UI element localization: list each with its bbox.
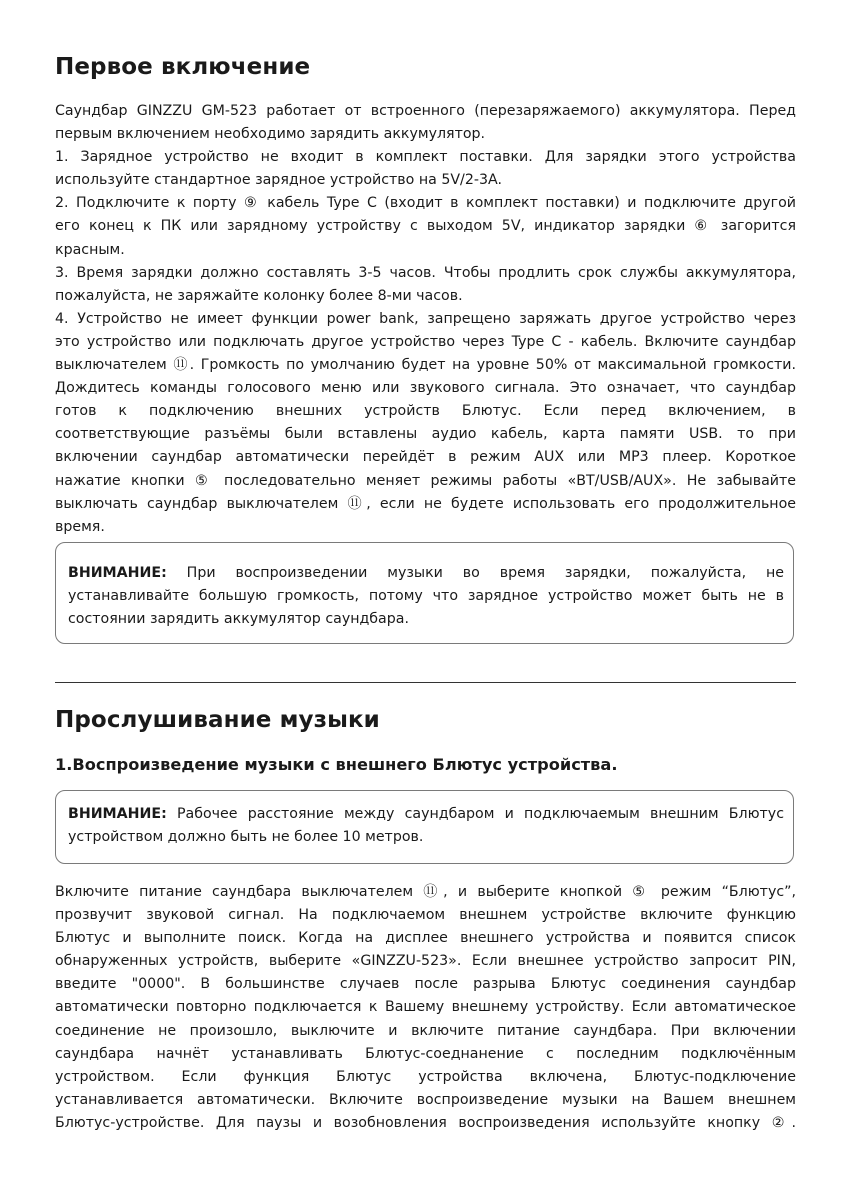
body-line: Блютус-устройстве. Для паузы и возобновления воспроизведения используйте кнопку ②. <box>55 1114 796 1131</box>
subsection-title-bluetooth: 1.Воспроизведение музыки с внешнего Блютус устройства. <box>55 755 618 774</box>
body-line: Дождитесь команды голосового меню или звукового сигнала. Это означает, что саундбар <box>55 380 796 397</box>
body-line: готов к подключению внешних устройств Блютус. Если перед включением, в <box>55 403 796 420</box>
body-line: прозвучит звуковой сигнал. На подключаемом внешнем устройстве включите функцию <box>55 907 796 924</box>
section-title-first-power-on: Первое включение <box>55 54 311 80</box>
body-line: Блютус и выполните поиск. Когда на дисплее внешнего устройства и появится список <box>55 930 796 947</box>
body-line: включении саундбар автоматически перейдёт в режим AUX или MP3 плеер. Короткое <box>55 449 796 466</box>
body-line: используйте стандартное зарядное устройство на 5V/2-3A. <box>55 172 502 189</box>
body-line: 4. Устройство не имеет функции power bank, запрещено заряжать другое устройство через <box>55 310 796 327</box>
section-divider <box>55 682 796 683</box>
body-line: саундбара начнёт устанавливать Блютус-соеднанение с последним подключённым <box>55 1045 796 1062</box>
body-line: Саундбар GINZZU GM-523 работает от встроенного (перезаряжаемого) аккумулятора. Перед <box>55 103 796 119</box>
body-line: это устройство или подключать другое устройство через Type C - кабель. Включите саундбар <box>55 333 796 350</box>
warning-text: При воспроизведении музыки во время зарядки, пожалуйста, не <box>166 565 784 581</box>
body-line: устанавливается автоматически. Включите воспроизведение музыки на Вашем внешнем <box>55 1091 796 1108</box>
body-line: выключателем ⑪. Громкость по умолчанию будет на уровне 50% от максимальной громкости. <box>55 357 796 374</box>
body-line: время. <box>55 518 105 535</box>
section-title-listening-music: Прослушивание музыки <box>55 707 380 733</box>
bluetooth-instructions-body <box>55 881 796 1135</box>
body-line: автоматически повторно подключается к Вашему внешнему устройству. Если автоматическое <box>55 999 796 1016</box>
body-line: Включите питание саундбара выключателем ⑪, и выберите кнопкой ⑤ режим “Блютус”, <box>55 884 796 900</box>
body-line: красным. <box>55 241 125 258</box>
warning-label: ВНИМАНИЕ: <box>68 806 167 822</box>
body-line: 3. Время зарядки должно составлять 3-5 часов. Чтобы продлить срок службы аккумулятора, <box>55 264 796 281</box>
first-power-on-body <box>55 100 796 539</box>
body-line: 1. Зарядное устройство не входит в комплект поставки. Для зарядки этого устройства <box>55 149 796 166</box>
body-line: выключать саундбар выключателем ⑪, если не будете использовать его продолжительное <box>55 495 796 512</box>
charging-warning-box <box>55 542 794 644</box>
body-line: нажатие кнопки ⑤ последовательно меняет режимы работы «BT/USB/AUX». Не забывайте <box>55 472 796 489</box>
body-line: соответствующие разъёмы были вставлены аудио кабель, карта памяти USB. то при <box>55 426 796 443</box>
warning-line: устанавливайте большую громкость, потому что зарядное устройство может быть не в <box>68 588 784 605</box>
body-line: устройством. Если функция Блютус устройства включена, Блютус-подключение <box>55 1068 796 1085</box>
warning-line <box>68 562 784 585</box>
body-line: введите "0000". В большинстве случаев после разрыва Блютус соединения саундбар <box>55 976 796 993</box>
body-line: соединение не произошло, выключите и включите питание саундбара. При включении <box>55 1022 796 1039</box>
body-line: первым включением необходимо зарядить аккумулятор. <box>55 126 486 143</box>
body-line: обнаруженных устройств, выберите «GINZZU-523». Если внешнее устройство запросит PIN, <box>55 953 796 970</box>
warning-line <box>68 803 784 826</box>
warning-line: состоянии зарядить аккумулятор саундбара. <box>68 611 409 628</box>
warning-label: ВНИМАНИЕ: <box>68 565 167 581</box>
distance-warning-box <box>55 790 794 864</box>
body-line: его конец к ПК или зарядному устройству с выходом 5V, индикатор зарядки ⑥ загорится <box>55 218 796 235</box>
body-line: пожалуйста, не заряжайте колонку более 8-ми часов. <box>55 287 463 304</box>
warning-line: устройством должно быть не более 10 метров. <box>68 829 424 846</box>
body-line: 2. Подключите к порту ⑨ кабель Type C (входит в комплект поставки) и подключите другой <box>55 195 796 212</box>
warning-text: Рабочее расстояние между саундбаром и подключаемым внешним Блютус <box>166 806 784 822</box>
